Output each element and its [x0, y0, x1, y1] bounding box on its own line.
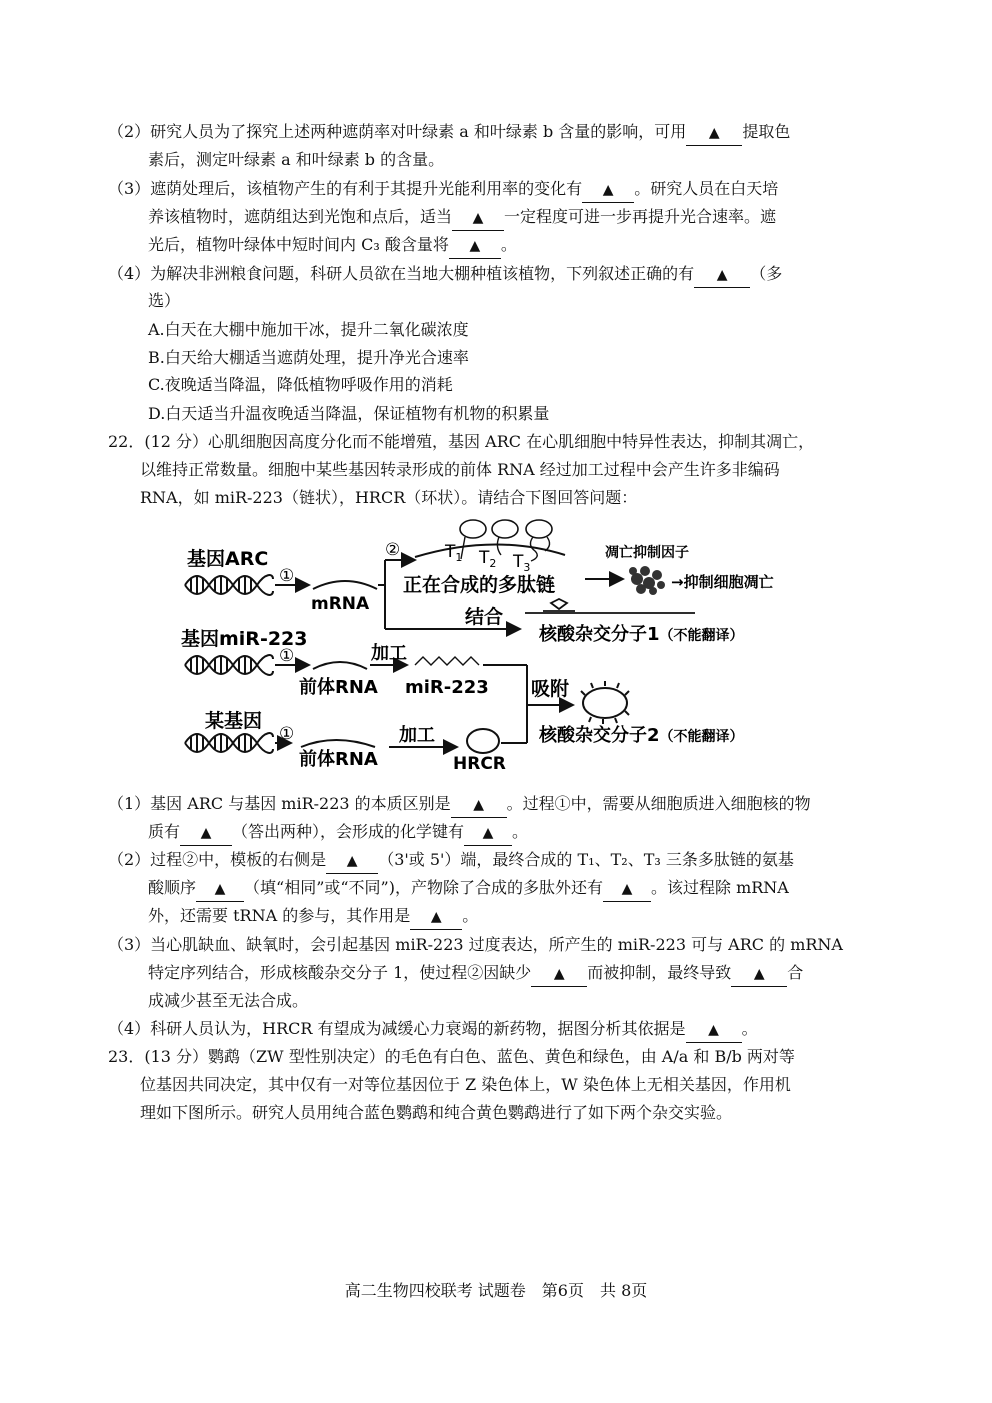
- q23-stem-line1: 23．(13 分）鹦鹉（ZW 型性别决定）的毛色有白色、蓝色、黄色和绿色，由 A/a 和 B/b 两对等: [108, 1047, 795, 1066]
- q22-stem-line3: RNA，如 miR-223（链状），HRCR（环状）。请结合下图回答问题：: [140, 488, 638, 507]
- t1-label: $T_1$: [445, 542, 463, 564]
- dna-helix-icon: [185, 655, 273, 675]
- option-b: B.白天给大棚适当遮荫处理，提升净光合速率: [148, 348, 469, 367]
- answer-blank[interactable]: ▲: [452, 205, 504, 231]
- protein-cluster-icon: [629, 566, 665, 595]
- step1-label: ①: [279, 646, 295, 666]
- dna-helix-icon: [185, 575, 273, 595]
- mir223-label: miR-223: [405, 677, 489, 698]
- step2-label: ②: [385, 540, 401, 560]
- gene-expression-diagram: [175, 515, 825, 780]
- q22-sub2-line1: （2）过程②中，模板的右侧是 ▲ （3'或 5'）端，最终合成的 T₁、T₂、T₃ 三条多肽链的氨基: [108, 848, 794, 874]
- q21-part2-line1: （2）研究人员为了探究上述两种遮荫率对叶绿素 a 和叶绿素 b 含量的影响，可用 ▲ 提取色: [108, 120, 790, 146]
- answer-blank[interactable]: ▲: [731, 961, 787, 987]
- dna-helix-icon: [185, 733, 273, 753]
- q22-stem-line1: 22．(12 分）心肌细胞因高度分化而不能增殖，基因 ARC 在心肌细胞中特异性表达，抑制其凋亡，: [108, 432, 815, 451]
- q23-stem-line2: 位基因共同决定，其中仅有一对等位基因位于 Z 染色体上，W 染色体上无相关基因，作用机: [140, 1075, 791, 1094]
- q22-sub3-line1: （3）当心肌缺血、缺氧时，会引起基因 miR-223 过度表达，所产生的 miR-223 可与 ARC 的 mRNA: [108, 935, 843, 954]
- option-a: A.白天在大棚中施加干冰，提升二氧化碳浓度: [148, 320, 469, 339]
- circular-hybrid-icon: [581, 681, 629, 724]
- apoptosis-factor-label: 凋亡抑制因子: [605, 545, 689, 561]
- pre-rna-label: 前体RNA: [299, 749, 378, 770]
- mrna-template: [415, 544, 565, 557]
- q21-part3-line2: 养该植物时，遮荫组达到光饱和点后，适当 ▲ 一定程度可进一步再提升光合速率。遮: [148, 205, 776, 231]
- q23-stem-line3: 理如下图所示。研究人员用纯合蓝色鹦鹉和纯合黄色鹦鹉进行了如下两个杂交实验。: [140, 1103, 733, 1122]
- answer-blank[interactable]: ▲: [464, 820, 512, 846]
- gene-arc-label: 基因ARC: [187, 548, 269, 570]
- mir223-strands: [415, 657, 479, 665]
- answer-blank[interactable]: ▲: [694, 262, 750, 288]
- option-c: C.夜晚适当降温，降低植物呼吸作用的消耗: [148, 375, 453, 394]
- q22-sub3-line2: 特定序列结合，形成核酸杂交分子 1，使过程②因缺少 ▲ 而被抑制，最终导致 ▲ 合: [148, 961, 803, 987]
- hrcr-label: HRCR: [453, 754, 506, 774]
- adsorb-label: 吸附: [531, 678, 570, 700]
- step1-label: ①: [279, 724, 295, 744]
- some-gene-label: 某基因: [205, 710, 263, 732]
- q21-part4-line2: 选）: [148, 291, 181, 310]
- answer-blank[interactable]: ▲: [196, 876, 244, 902]
- ribosome-icon: [460, 520, 552, 538]
- answer-blank[interactable]: ▲: [582, 177, 634, 203]
- mrna-label: mRNA: [311, 594, 370, 614]
- q22-sub2-line3: 外，还需要 tRNA 的参与，其作用是 ▲ 。: [148, 904, 478, 930]
- q22-sub2-line2: 酸顺序 ▲ （填“相同”或“不同”)，产物除了合成的多肽外还有 ▲ 。该过程除 mRNA: [148, 876, 789, 902]
- answer-blank[interactable]: ▲: [531, 961, 587, 987]
- process-label: 加工: [371, 643, 407, 664]
- answer-blank[interactable]: ▲: [603, 876, 651, 902]
- q21-part3-line3: 光后，植物叶绿体中短时间内 C₃ 酸含量将 ▲ 。: [148, 233, 517, 259]
- mrna-strand: [313, 581, 377, 589]
- q22-sub1-line1: （1）基因 ARC 与基因 miR-223 的本质区别是 ▲ 。过程①中，需要从细胞质进入细胞核的物: [108, 792, 811, 818]
- answer-blank[interactable]: ▲: [410, 904, 462, 930]
- bind-label: 结合: [465, 606, 504, 628]
- q21-part3-line1: （3）遮荫处理后，该植物产生的有利于其提升光能利用率的变化有 ▲ 。研究人员在白天培: [108, 177, 778, 203]
- gene-mir223-label: 基因miR-223: [181, 628, 308, 650]
- peptide-label: 正在合成的多肽链: [403, 574, 556, 596]
- q22-stem-line2: 以维持正常数量。细胞中某些基因转录形成的前体 RNA 经过加工过程中会产生许多非编码: [140, 460, 780, 479]
- answer-blank[interactable]: ▲: [686, 120, 742, 146]
- answer-blank[interactable]: ▲: [451, 792, 507, 818]
- answer-blank[interactable]: ▲: [180, 820, 232, 846]
- t2-label: $T_2$: [479, 548, 497, 570]
- hrcr-ring-icon: [467, 729, 499, 753]
- process-label: 加工: [399, 725, 435, 746]
- page-footer: 高二生物四校联考 试题卷 第6页 共 8页: [344, 1281, 648, 1300]
- q22-sub1-line2: 质有 ▲ （答出两种），会形成的化学键有 ▲ 。: [148, 820, 528, 846]
- q22-sub4-line1: （4）科研人员认为，HRCR 有望成为减缓心力衰竭的新药物，据图分析其依据是 ▲ 。: [108, 1017, 758, 1043]
- inhibit-apoptosis-label: →抑制细胞凋亡: [671, 573, 774, 591]
- hybrid1-label: 核酸杂交分子1（不能翻译）: [539, 624, 744, 645]
- t3-label: $T_3$: [513, 552, 531, 574]
- q22-sub3-line3: 成减少甚至无法合成。: [148, 991, 309, 1010]
- answer-blank[interactable]: ▲: [449, 233, 501, 259]
- q21-part2-line2: 素后，测定叶绿素 a 和叶绿素 b 的含量。: [148, 150, 445, 169]
- step1-label: ①: [279, 566, 295, 586]
- answer-blank[interactable]: ▲: [326, 848, 378, 874]
- option-d: D.白天适当升温夜晚适当降温，保证植物有机物的积累量: [148, 404, 550, 423]
- hybrid2-label: 核酸杂交分子2（不能翻译）: [539, 725, 744, 746]
- q21-part4-line1: （4）为解决非洲粮食问题，科研人员欲在当地大棚种植该植物，下列叙述正确的有 ▲ （多: [108, 262, 782, 288]
- pre-rna-label: 前体RNA: [299, 677, 378, 698]
- answer-blank[interactable]: ▲: [686, 1017, 742, 1043]
- hybrid-molecule-icon: [525, 599, 695, 613]
